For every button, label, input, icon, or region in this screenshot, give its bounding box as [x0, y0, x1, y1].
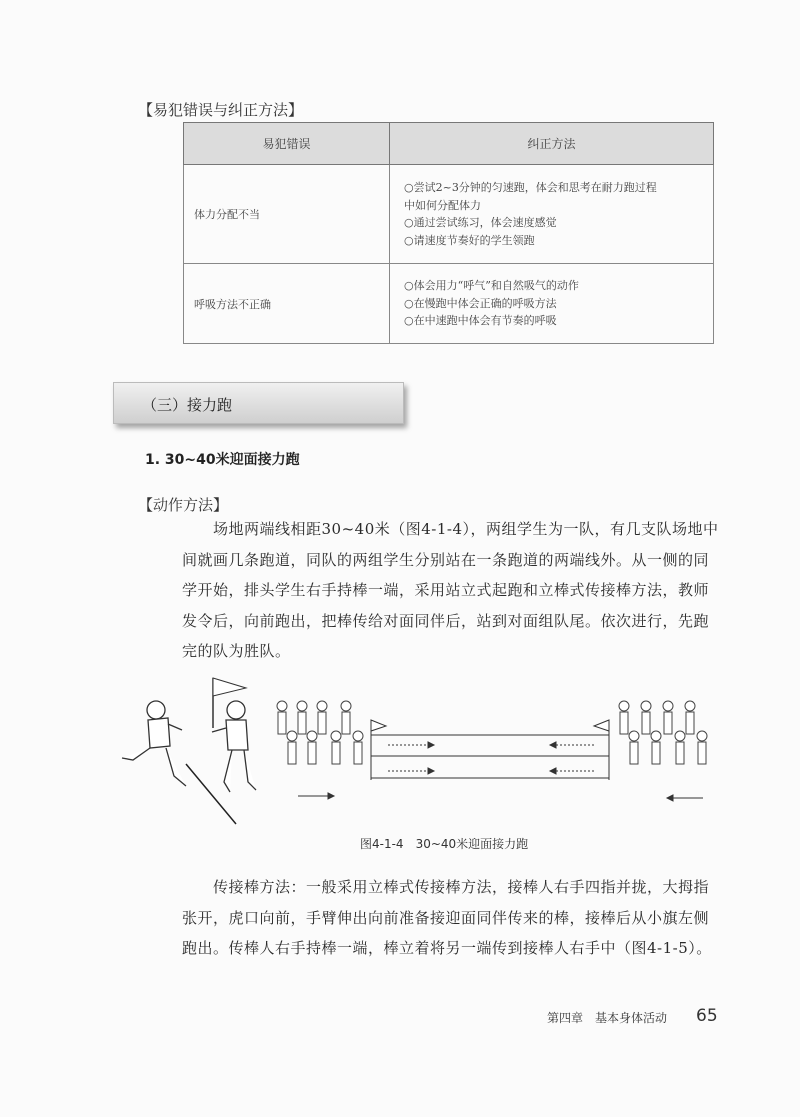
- lanes: [371, 735, 609, 778]
- page-number: 65: [696, 1006, 718, 1026]
- header-correction: 纠正方法: [390, 123, 714, 165]
- correction-line: ○在慢跑中体会正确的呼吸方法: [404, 296, 557, 310]
- header-error: 易犯错误: [184, 123, 390, 165]
- section-banner: [113, 382, 404, 424]
- correction-line: ○在中速跑中体会有节奏的呼吸: [404, 314, 557, 328]
- method-section-heading: 【动作方法】: [138, 496, 229, 514]
- handoff-paragraph: 传接棒方法：一般采用立棒式传接棒方法，接棒人右手四指并拢，大拇指张开，虎口向前，手臂伸出向前准备接迎面同伴传来的棒，接棒后从小旗左侧跑出。传棒人右手持棒一端，棒立着将另一端传到接棒人右手中（图4-1-5）。: [182, 878, 712, 957]
- right-team: [619, 701, 707, 764]
- table-row: [184, 165, 714, 264]
- correction-cell: [390, 264, 714, 344]
- error-correction-table: [183, 122, 714, 344]
- correction-line: 中如何分配体力: [404, 198, 481, 212]
- relay-figure: [108, 668, 720, 828]
- table-header-row: [184, 123, 714, 165]
- correction-line: ○尝试2~3分钟的匀速跑，体会和思考在耐力跑过程: [404, 181, 657, 194]
- figure-caption: 图4-1-4 30~40米迎面接力跑: [360, 837, 529, 851]
- error-cell: 呼吸方法不正确: [184, 264, 390, 344]
- correction-line: ○通过尝试练习，体会速度感觉: [404, 216, 557, 229]
- error-cell: 体力分配不当: [184, 165, 390, 264]
- errors-section-heading: 【易犯错误与纠正方法】: [138, 101, 304, 119]
- chapter-footer: 第四章 基本身体活动: [547, 1011, 668, 1025]
- correction-cell: [390, 165, 714, 264]
- correction-line: ○体会用力“呼气”和自然吸气的动作: [404, 279, 579, 293]
- subsection-title: 1. 30~40米迎面接力跑: [145, 452, 300, 468]
- correction-line: ○请速度节奏好的学生领跑: [404, 233, 535, 247]
- method-paragraph: 场地两端线相距30~40米（图4-1-4），两组学生为一队，有几支队场地中间就画几条跑道，同队的两组学生分别站在一条跑道的两端线外。从一侧的同学开始，排头学生右手持棒一端，采用站立式起跑和立棒式传接棒方法，教师发令后，向前跑出，把棒传给对面同伴后，站到对面组队尾。依次进行，先跑完的队为胜队。: [182, 520, 719, 660]
- banner-label: （三）接力跑: [142, 396, 233, 414]
- runner-figure: [122, 701, 186, 786]
- table-row: [184, 264, 714, 344]
- left-team: [277, 701, 363, 764]
- receiver-figure: [212, 701, 256, 792]
